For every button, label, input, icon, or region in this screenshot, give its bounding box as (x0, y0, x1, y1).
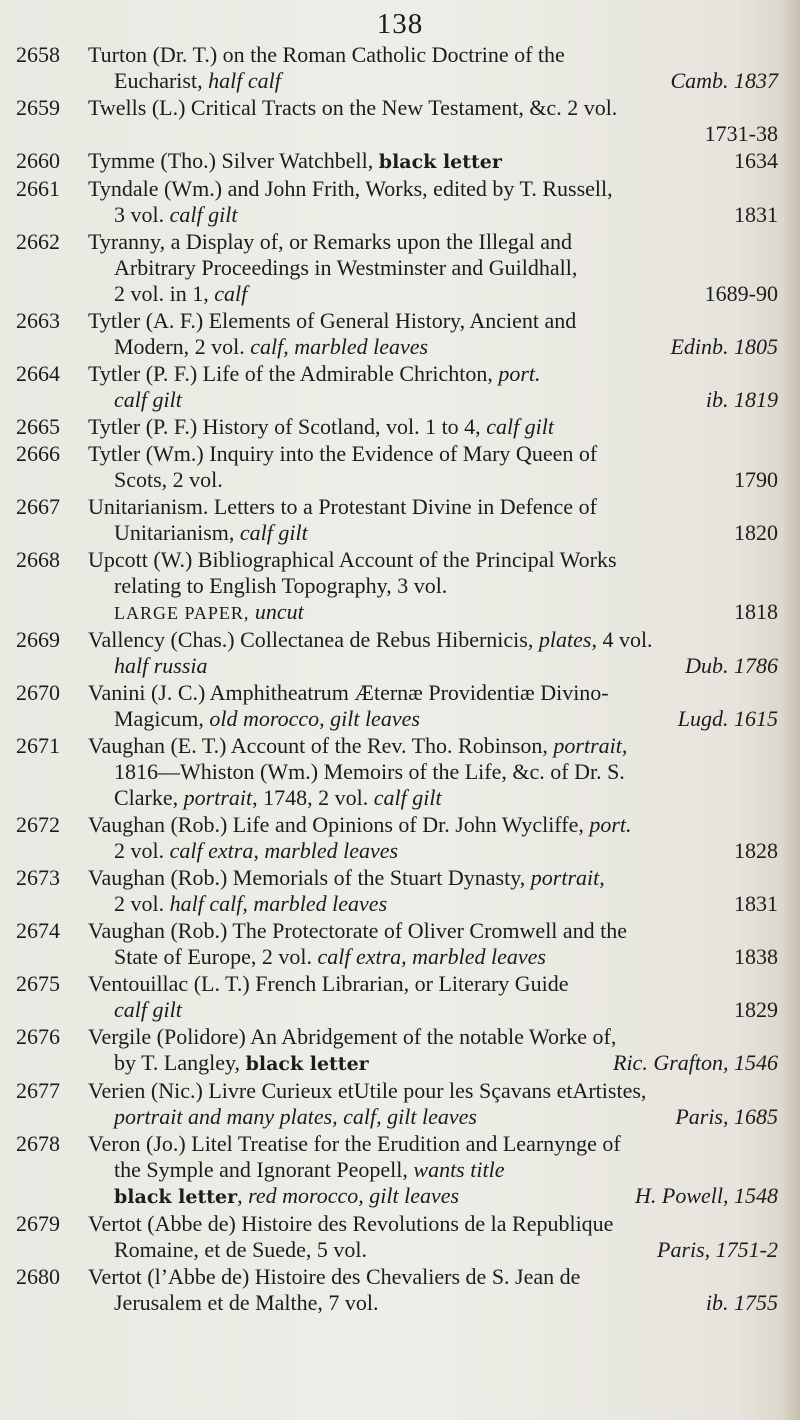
entry-line: Arbitrary Proceedings in Westminster and Guildhall, (114, 255, 578, 280)
entry-line (88, 414, 778, 440)
page-edge-shadow (782, 0, 800, 1420)
entry-line (88, 281, 778, 307)
binding-note: calf gilt (114, 387, 182, 412)
entry-text: Tytler (P. F.) Life of the Admirable Chrichton, (88, 361, 499, 386)
entry-line (88, 68, 778, 94)
entry-line: Tytler (A. F.) Elements of General History, Ancient and (88, 308, 577, 333)
lot-number: 2662 (16, 229, 60, 254)
imprint: Edinb. 1805 (670, 334, 778, 359)
entry-text: , 4 vol. (591, 627, 653, 652)
binding-note: calf gilt (114, 997, 182, 1022)
catalogue-entry-2663 (16, 308, 778, 360)
lot-number: 2659 (16, 95, 60, 120)
catalogue-entry-2679 (16, 1211, 778, 1263)
imprint: H. Powell, 1548 (635, 1183, 778, 1208)
entry-line: Vaughan (Rob.) The Protectorate of Oliver Cromwell and the (88, 918, 628, 943)
lot-number: 2660 (16, 148, 60, 173)
entry-line: Unitarianism. Letters to a Protestant Divine in Defence of (88, 494, 597, 519)
catalogue-entry-2677 (16, 1078, 778, 1130)
lot-number: 2670 (16, 680, 60, 705)
catalogue-entry-2660 (16, 148, 778, 175)
entry-line (88, 202, 778, 228)
entry-description (114, 599, 304, 626)
entry-text: Jerusalem et de Malthe, 7 vol. (114, 1290, 379, 1315)
imprint: 1831 (734, 202, 778, 227)
entry-text: 3 vol. (114, 202, 170, 227)
entry-text: the Symple and Ignorant Peopell, (114, 1157, 414, 1182)
lot-number: 2658 (16, 42, 60, 67)
entry-line (88, 1290, 778, 1316)
imprint: ib. 1819 (705, 387, 778, 412)
catalogue-entry-2664 (16, 361, 778, 413)
catalogue-entry-2669 (16, 627, 778, 679)
binding-note: port. (498, 361, 541, 386)
imprint: ib. 1755 (705, 1290, 778, 1315)
entry-line (88, 520, 778, 546)
entry-description (114, 202, 237, 228)
binding-note: portrait and many plates, calf, gilt leaves (114, 1104, 477, 1129)
binding-note: uncut (254, 599, 304, 624)
entry-description (114, 68, 281, 94)
binding-note: calf gilt (486, 414, 555, 439)
entry-description (114, 281, 247, 307)
entry-text: 2 vol. (114, 891, 170, 916)
catalogue-entry-2673 (16, 865, 778, 917)
lot-number: 2665 (16, 414, 60, 439)
imprint: 1634 (734, 148, 778, 173)
catalogue-entry-2676 (16, 1024, 778, 1077)
entry-line (88, 653, 778, 679)
entry-line (88, 944, 778, 970)
catalogue-entry-2666 (16, 441, 778, 493)
entry-line (88, 1237, 778, 1263)
imprint: Lugd. 1615 (677, 706, 778, 731)
imprint: 1731-38 (704, 121, 778, 146)
entry-line (88, 361, 778, 387)
entry-text: Vaughan (Rob.) Memorials of the Stuart Dynasty, (88, 865, 531, 890)
lot-number: 2672 (16, 812, 60, 837)
entry-text: Vaughan (E. T.) Account of the Rev. Tho. Robinson, (88, 733, 554, 758)
entry-line: Upcott (W.) Bibliographical Account of the Principal Works (88, 547, 617, 572)
entry-line: Twells (L.) Critical Tracts on the New Testament, &c. 2 vol. (88, 95, 618, 120)
catalogue-entry-2680 (16, 1264, 778, 1316)
entry-text: Scots, 2 vol. (114, 467, 223, 492)
lot-number: 2663 (16, 308, 60, 333)
imprint: 1838 (734, 944, 778, 969)
entry-line: Tyranny, a Display of, or Remarks upon the Illegal and (88, 229, 572, 254)
entry-line: Veron (Jo.) Litel Treatise for the Erudition and Learnynge of (88, 1131, 621, 1156)
imprint: Camb. 1837 (670, 68, 778, 93)
entry-line (88, 891, 778, 917)
binding-note: plates (538, 627, 592, 652)
imprint: Paris, 1685 (675, 1104, 778, 1129)
entry-line: Ventouillac (L. T.) French Librarian, or Literary Guide (88, 971, 569, 996)
entry-line: Vanini (J. C.) Amphitheatrum Æternæ Providentiæ Divino- (88, 680, 609, 705)
entry-line (88, 706, 778, 732)
entry-line (88, 467, 778, 493)
entry-text: Unitarianism, (114, 520, 240, 545)
entry-text: Modern, 2 vol. (114, 334, 251, 359)
entry-description (114, 520, 308, 546)
binding-note: port. (589, 812, 632, 837)
entry-text: Vallency (Chas.) Collectanea de Rebus Hibernicis, (88, 627, 539, 652)
entry-line: relating to English Topography, 3 vol. (114, 573, 448, 598)
entry-description (114, 334, 428, 360)
binding-note: calf extra, marbled leaves (317, 944, 546, 969)
catalogue-entry-2671 (16, 733, 778, 811)
imprint: 1828 (734, 838, 778, 863)
binding-note: calf (214, 281, 248, 306)
binding-note: old morocco, gilt leaves (209, 706, 420, 731)
binding-note: calf gilt (373, 785, 442, 810)
entry-text: State of Europe, 2 vol. (114, 944, 318, 969)
lot-number: 2680 (16, 1264, 60, 1289)
entry-text: Vaughan (Rob.) Life and Opinions of Dr. John Wycliffe, (88, 812, 590, 837)
binding-note: half calf, marbled leaves (169, 891, 388, 916)
imprint: 1790 (734, 467, 778, 492)
entry-line (88, 148, 778, 175)
binding-note: portrait (183, 785, 253, 810)
entry-description (114, 944, 546, 970)
entry-description (88, 148, 502, 175)
entry-line (88, 733, 778, 759)
catalogue-entry-2661 (16, 176, 778, 228)
entry-description (114, 891, 387, 917)
lot-number: 2669 (16, 627, 60, 652)
catalogue-entry-2658 (16, 42, 778, 94)
entry-line: Turton (Dr. T.) on the Roman Catholic Doctrine of the (88, 42, 565, 67)
entry-line: Vertot (Abbe de) Histoire des Revolutions de la Republique (88, 1211, 614, 1236)
catalogue-entries (16, 42, 778, 1317)
entry-line (88, 812, 778, 838)
lot-number: 2668 (16, 547, 60, 572)
lot-number: 2674 (16, 918, 60, 943)
entry-line (88, 1104, 778, 1130)
entry-line (88, 599, 778, 626)
binding-note: calf, marbled leaves (250, 334, 429, 359)
catalogue-entry-2678 (16, 1131, 778, 1210)
entry-line: 1816—Whiston (Wm.) Memoirs of the Life, &c. of Dr. S. (114, 759, 625, 784)
entry-line (88, 1157, 778, 1183)
entry-text: 2 vol. in 1, (114, 281, 215, 306)
catalogue-entry-2670 (16, 680, 778, 732)
entry-description (114, 838, 398, 864)
entry-text: Tytler (P. F.) History of Scotland, vol. 1 to 4, (88, 414, 487, 439)
entry-line (88, 838, 778, 864)
binding-note: portrait, (553, 733, 628, 758)
entry-line: Vertot (l’Abbe de) Histoire des Chevaliers de S. Jean de (88, 1264, 581, 1289)
entry-line: Vergile (Polidore) An Abridgement of the notable Worke of, (88, 1024, 617, 1049)
imprint: Ric. Grafton, 1546 (613, 1050, 778, 1075)
entry-line (88, 865, 778, 891)
entry-text: by T. Langley, (114, 1050, 246, 1075)
entry-line: Tyndale (Wm.) and John Frith, Works, edited by T. Russell, (88, 176, 613, 201)
imprint: 1829 (734, 997, 778, 1022)
binding-note: calf extra, marbled leaves (169, 838, 399, 863)
catalogue-entry-2668 (16, 547, 778, 626)
entry-line (88, 1050, 778, 1077)
lot-number: 2673 (16, 865, 60, 890)
entry-line (88, 997, 778, 1023)
entry-text: Tymme (Tho.) Silver Watchbell, (88, 148, 379, 173)
catalogue-entry-2674 (16, 918, 778, 970)
entry-text: Romaine, et de Suede, 5 vol. (114, 1237, 367, 1262)
catalogue-entry-2675 (16, 971, 778, 1023)
lot-number: 2676 (16, 1024, 60, 1049)
binding-note: calf gilt (239, 520, 308, 545)
entry-line (88, 334, 778, 360)
binding-note: half russia (114, 653, 208, 678)
lot-number: 2664 (16, 361, 60, 386)
entry-description (114, 706, 420, 732)
imprint: Dub. 1786 (685, 653, 778, 678)
binding-note: half calf (208, 68, 281, 93)
entry-line (88, 627, 778, 653)
lot-number: 2677 (16, 1078, 60, 1103)
binding-note: , red morocco, gilt leaves (237, 1183, 460, 1208)
lot-number: 2675 (16, 971, 60, 996)
entry-text: 2 vol. (114, 838, 170, 863)
catalogue-entry-2672 (16, 812, 778, 864)
page-number: 138 (376, 8, 424, 40)
entry-line (88, 1183, 778, 1210)
lot-number: 2678 (16, 1131, 60, 1156)
entry-line (88, 387, 778, 413)
entry-text: Magicum, (114, 706, 210, 731)
imprint: 1831 (734, 891, 778, 916)
entry-line (88, 785, 778, 811)
imprint: 1820 (734, 520, 778, 545)
lot-number: 2679 (16, 1211, 60, 1236)
entry-text: LARGE PAPER, (114, 603, 255, 623)
entry-description (114, 1183, 459, 1210)
lot-number: 2661 (16, 176, 60, 201)
lot-number: 2671 (16, 733, 60, 758)
entry-text: Eucharist, (114, 68, 209, 93)
black-letter-note: black letter (245, 1053, 369, 1075)
imprint: 1818 (734, 599, 778, 624)
imprint: Paris, 1751-2 (657, 1237, 778, 1262)
catalogue-entry-2667 (16, 494, 778, 546)
binding-note: wants title (413, 1157, 505, 1182)
entry-text: Clarke, (114, 785, 184, 810)
black-letter-note: black letter (114, 1186, 238, 1208)
entry-text: , 1748, 2 vol. (252, 785, 374, 810)
entry-line: Tytler (Wm.) Inquiry into the Evidence of Mary Queen of (88, 441, 598, 466)
binding-note: calf gilt (169, 202, 238, 227)
catalogue-entry-2659 (16, 95, 778, 147)
black-letter-note: black letter (378, 151, 502, 173)
entry-line: Verien (Nic.) Livre Curieux etUtile pour les Sçavans etArtistes, (88, 1078, 647, 1103)
lot-number: 2667 (16, 494, 60, 519)
binding-note: portrait, (530, 865, 605, 890)
catalogue-entry-2665 (16, 414, 778, 440)
lot-number: 2666 (16, 441, 60, 466)
imprint: 1689-90 (704, 281, 778, 306)
entry-description (114, 1050, 369, 1077)
catalogue-entry-2662 (16, 229, 778, 307)
